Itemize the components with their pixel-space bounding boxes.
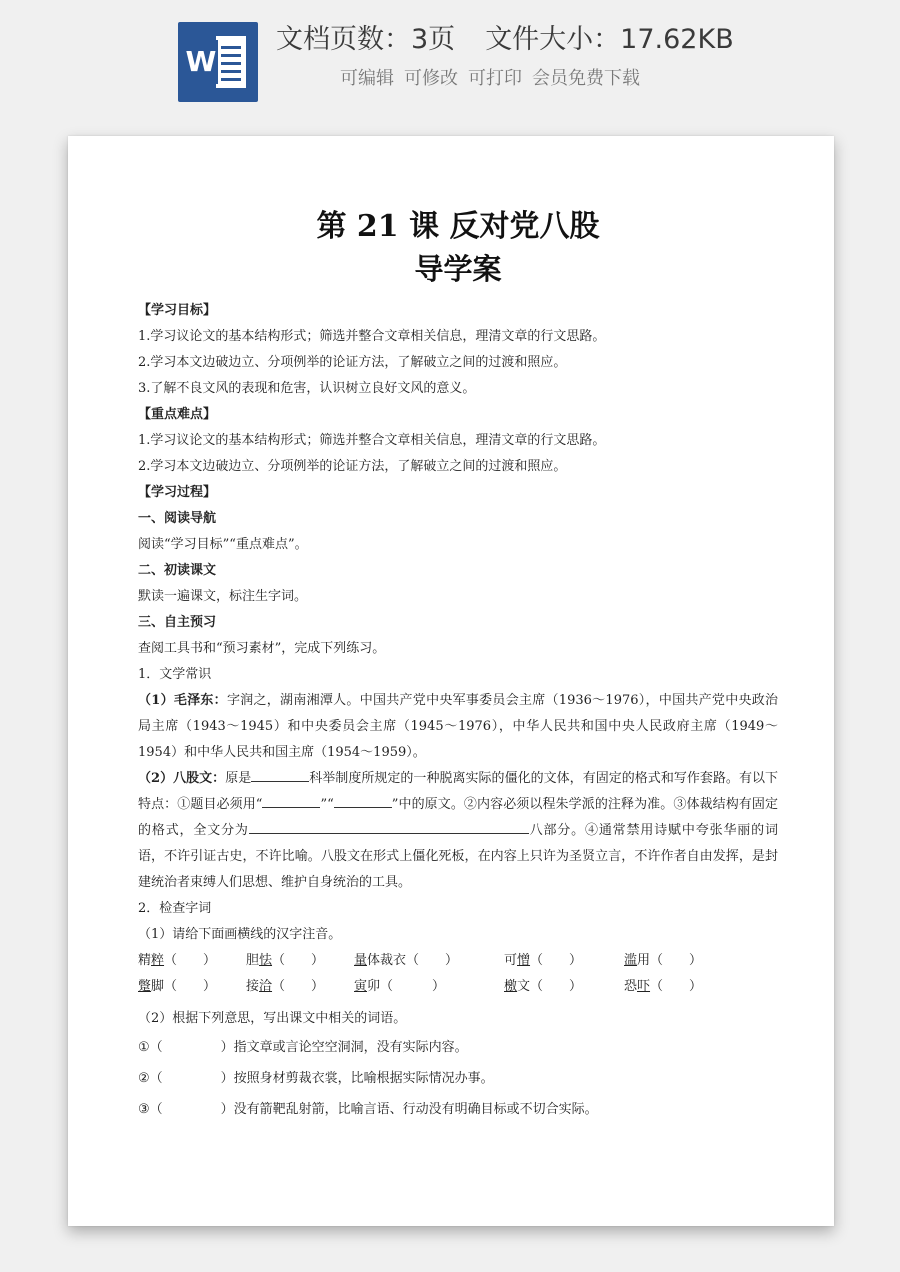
word-item[interactable]: 蹩脚（ ） — [138, 979, 217, 994]
document-page — [68, 136, 834, 1226]
definition-item: ②（ ）按照身材剪裁衣裳，比喻根据实际情况办事。 — [138, 1071, 494, 1086]
fill-blank[interactable] — [262, 793, 320, 808]
goals-heading: 【学习目标】 — [138, 303, 217, 318]
section-text: 查阅工具书和“预习素材”，完成下列练习。 — [138, 641, 386, 656]
section-heading: 一、阅读导航 — [138, 511, 217, 526]
definition-item: ③（ ）没有箭靶乱射箭，比喻言语、行动没有明确目标或不切合实际。 — [138, 1102, 598, 1117]
file-info — [276, 22, 736, 58]
bagu-text: ”中的原文。②内容必须以程朱学派的注释为准。③体裁结构有固定的格式，全文分为 — [138, 797, 778, 838]
document-content — [138, 206, 778, 1125]
bagu-text: 科举制度所规定的一种脱离实际的僵化的文体，有固定的格式和写作套路。有以下特点：①题目必须用“ — [138, 771, 778, 812]
mao-paragraph — [138, 688, 778, 766]
file-size: 文件大小：17.62KB — [485, 24, 734, 55]
feature-editable: 可编辑 — [340, 68, 394, 89]
word-item[interactable]: 可憎（ ） — [504, 953, 583, 968]
word-row — [138, 974, 778, 1000]
question-2: （2）根据下列意思，写出课文中相关的词语。 — [138, 1011, 407, 1026]
bagu-text: ”“ — [320, 797, 334, 812]
lesson-title: 第 21 课 反对党八股 — [316, 209, 600, 244]
fill-blank[interactable] — [251, 767, 309, 782]
lesson-subtitle: 导学案 — [414, 252, 502, 286]
bagu-label: （2）八股文： — [138, 771, 226, 786]
section-heading: 二、初读课文 — [138, 563, 217, 578]
feature-list — [340, 66, 650, 92]
word-letter: W — [184, 40, 218, 84]
word-document-icon — [178, 22, 258, 102]
bagu-text: 原是 — [225, 771, 252, 786]
word-item[interactable]: 量体裁衣（ ） — [354, 953, 459, 968]
feature-free-download: 会员免费下载 — [532, 68, 640, 89]
key-point-item: 1.学习议论文的基本结构形式；筛选并整合文章相关信息，理清文章的行文思路。 — [138, 433, 606, 448]
word-item[interactable]: 恐吓（ ） — [624, 979, 703, 994]
word-item[interactable]: 精粹（ ） — [138, 953, 217, 968]
word-item[interactable]: 檄文（ ） — [504, 979, 583, 994]
fill-blank[interactable] — [334, 793, 392, 808]
word-item[interactable]: 胆怯（ ） — [246, 953, 325, 968]
goal-item: 1.学习议论文的基本结构形式；筛选并整合文章相关信息，理清文章的行文思路。 — [138, 329, 606, 344]
literature-heading: 1．文学常识 — [138, 667, 212, 682]
process-heading: 【学习过程】 — [138, 485, 217, 500]
page-count: 文档页数：3页 — [276, 24, 456, 55]
key-points-heading: 【重点难点】 — [138, 407, 217, 422]
key-point-item: 2.学习本文边破边立、分项例举的论证方法，了解破立之间的过渡和照应。 — [138, 459, 567, 474]
goal-item: 2.学习本文边破边立、分项例举的论证方法，了解破立之间的过渡和照应。 — [138, 355, 567, 370]
download-banner — [0, 0, 900, 112]
section-text: 阅读“学习目标”“重点难点”。 — [138, 537, 308, 552]
goal-item: 3.了解不良文风的表现和危害，认识树立良好文风的意义。 — [138, 381, 476, 396]
document-sheet — [216, 36, 246, 88]
pinyin-exercise — [138, 948, 778, 1000]
definition-item: ①（ ）指文章或言论空空洞洞，没有实际内容。 — [138, 1040, 468, 1055]
word-row — [138, 948, 778, 974]
word-item[interactable]: 接洽（ ） — [246, 979, 325, 994]
fill-blank[interactable] — [249, 819, 529, 834]
word-item[interactable]: 寅卯（ ） — [354, 979, 446, 994]
word-item[interactable]: 滥用（ ） — [624, 953, 703, 968]
bagu-text: 八部分。④通常禁用诗赋中夸张华丽的词语，不许引证古史，不许比喻。八股文在形式上僵化死板，在内容上只许为圣贤立言，不许作者自由发挥，是封建统治者束缚人们思想、维护自身统治的工具。 — [138, 823, 778, 890]
question-1: （1）请给下面画横线的汉字注音。 — [138, 927, 342, 942]
section-heading: 三、自主预习 — [138, 615, 217, 630]
section-text: 默读一遍课文，标注生字词。 — [138, 589, 308, 604]
feature-printable: 可打印 — [468, 68, 522, 89]
mao-label: （1）毛泽东： — [138, 693, 227, 708]
feature-modifiable: 可修改 — [404, 68, 458, 89]
check-words-heading: 2．检查字词 — [138, 901, 212, 916]
mao-text: 字润之，湖南湘潭人。中国共产党中央军事委员会主席（1936～1976），中国共产党中央政治局主席（1943～1945）和中央委员会主席（1945～1976），中华人民共和国中央人民政府主席（1949～1954）和中华人民共和国主席（1954～1959）。 — [138, 693, 779, 760]
bagu-paragraph — [138, 766, 778, 896]
